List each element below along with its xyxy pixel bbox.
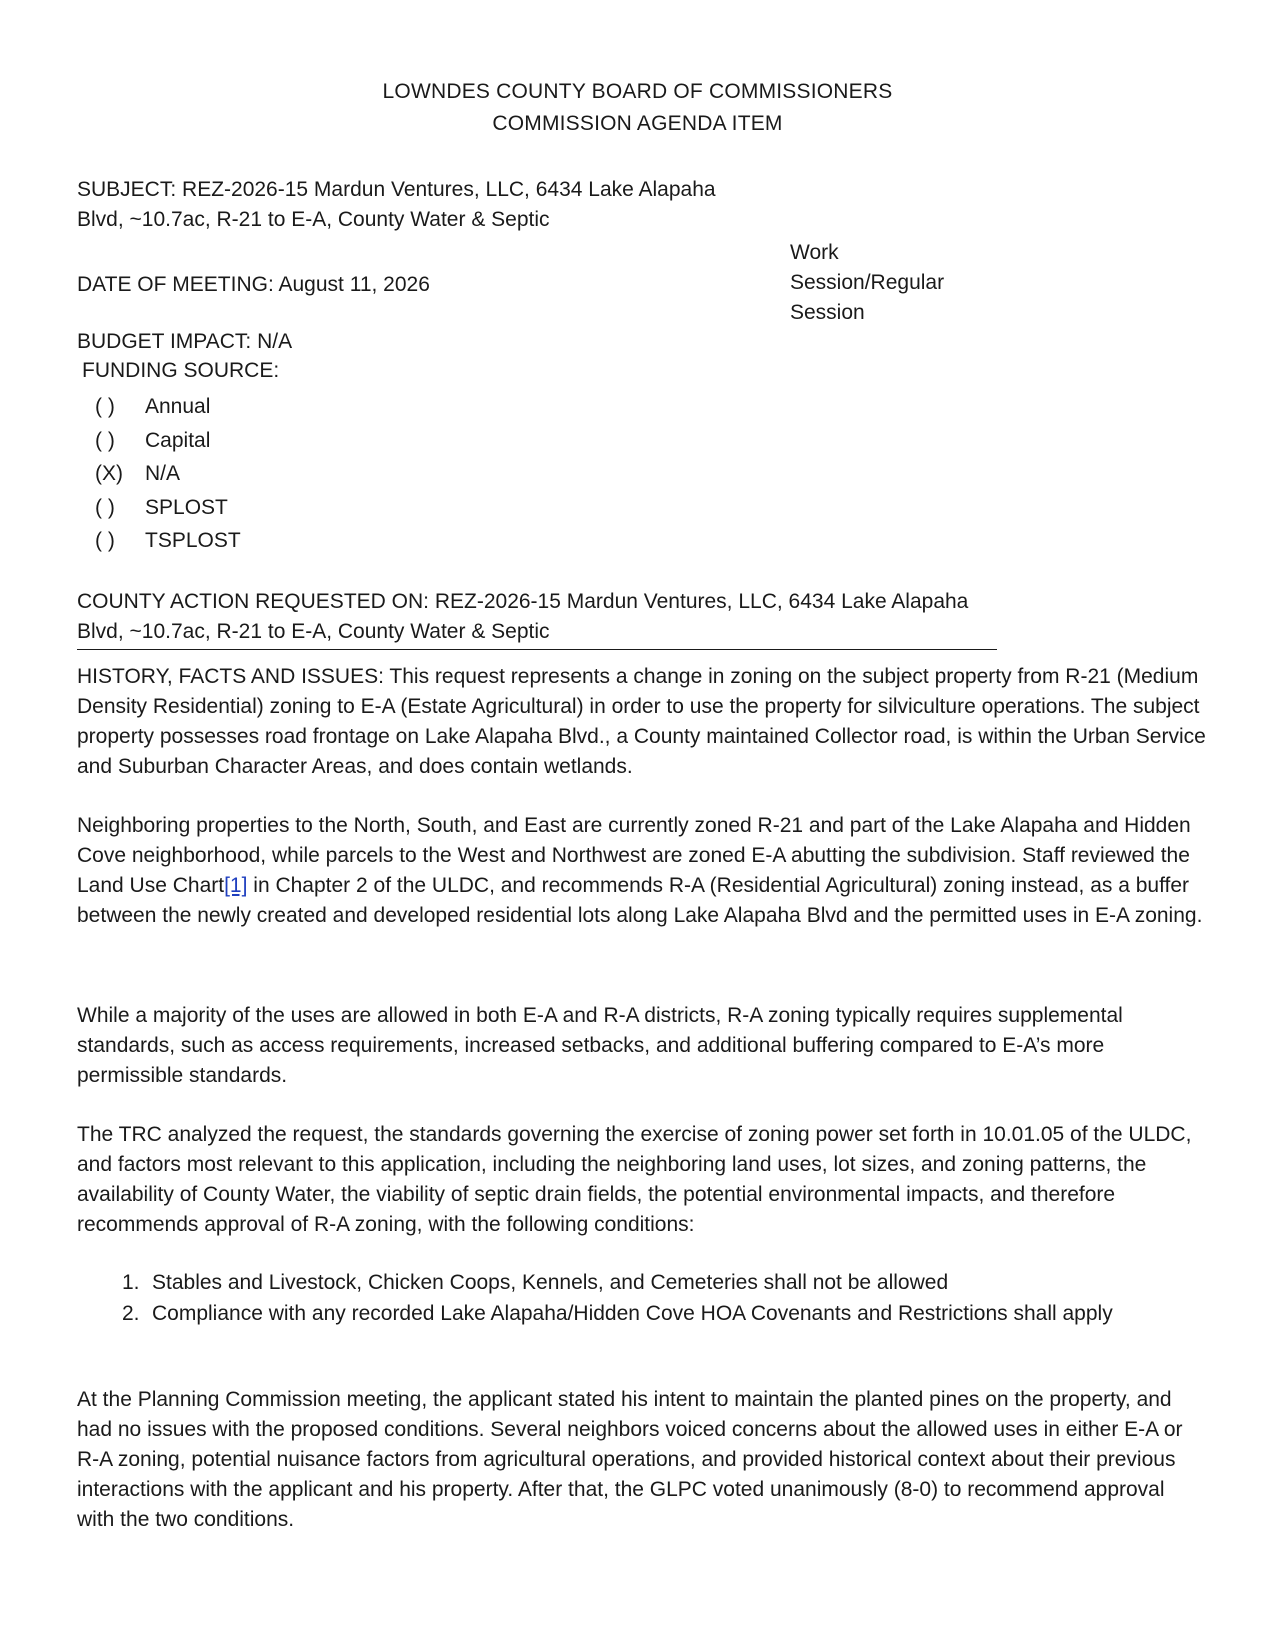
history-paragraph-4: The TRC analyzed the request, the standards governing the exercise of zoning power set forth in 10.01.05 of the ULDC, and factors most relevant to this application, including the neighboring land uses, lot sizes, and zoning patterns, the availability of County Water, the viability of septic drain fields, the potential environmental impacts, and therefore recommends approval of R-A zoning, with the following conditions:	[77, 1123, 1192, 1236]
session-type	[790, 238, 970, 328]
funding-option-mark: ( )	[95, 395, 115, 418]
meeting-date-label: DATE OF MEETING:	[77, 273, 274, 296]
budget-impact	[77, 327, 292, 357]
action-line1: REZ-2026-15 Mardun Ventures, LLC, 6434 Lake Alapaha	[434, 590, 969, 613]
header-subtitle: COMMISSION AGENDA ITEM	[492, 112, 783, 135]
document-header	[0, 76, 1275, 140]
history-text-2b: in Chapter 2 of the ULDC, and recommends R-A (Residential Agricultural) zoning instead, as a buffer between the newly created and developed residential lots along Lake Alapaha Blvd and the permitted uses in E-A zoning.	[77, 874, 1203, 927]
history-paragraph-2	[77, 811, 1207, 931]
budget-impact-label: BUDGET IMPACT:	[77, 330, 252, 353]
condition-text: Stables and Livestock, Chicken Coops, Kennels, and Cemeteries shall not be allowed	[152, 1271, 949, 1294]
session-line-3: Session	[790, 301, 865, 324]
action-label: COUNTY ACTION REQUESTED ON:	[77, 590, 429, 613]
subject-line2: Blvd, ~10.7ac, R-21 to E-A, County Water & Septic	[77, 208, 550, 231]
session-line-2: Session/Regular	[790, 271, 945, 294]
session-line-1: Work	[790, 241, 839, 264]
funding-option-label: Annual	[145, 395, 211, 418]
funding-source-options	[95, 390, 241, 558]
condition-number: 1.	[122, 1271, 140, 1294]
history-paragraph-5: At the Planning Commission meeting, the applicant stated his intent to maintain the planted pines on the property, and had no issues with the proposed conditions. Several neighbors voiced concerns about the allowed uses in either E-A or R-A zoning, potential nuisance factors from agricultural operations, and provided historical context about their previous interactions with the applicant and his property. After that, the GLPC voted unanimously (8-0) to recommend approval with the two conditions.	[77, 1388, 1183, 1531]
county-action-requested	[77, 587, 997, 650]
history-text-2a: Neighboring properties to the North, South, and East are currently zoned R-21 and part of the Lake Alapaha and Hidden Cove neighborhood, while parcels to the West and Northwest are zoned E-A abutting the subdivision. Staff reviewed the Land Use Chart	[77, 814, 1191, 897]
funding-option-mark: ( )	[95, 428, 115, 452]
header-title: LOWNDES COUNTY BOARD OF COMMISSIONERS	[382, 80, 893, 103]
footnote-link[interactable]: [1]	[224, 874, 248, 897]
meeting-date-block	[77, 270, 430, 300]
condition-number: 2.	[122, 1302, 140, 1325]
budget-impact-value: N/A	[257, 330, 293, 353]
funding-option-mark: ( )	[95, 495, 115, 519]
funding-option-label: TSPLOST	[145, 529, 241, 552]
history-label: HISTORY, FACTS AND ISSUES:	[77, 665, 384, 688]
condition-item	[122, 1267, 1113, 1298]
funding-option-capital	[95, 424, 241, 458]
history-text-1: This request represents a change in zoning on the subject property from R-21 (Medium Density Residential) zoning to E-A (Estate Agricultural) in order to use the property for silviculture operations. The subject property possesses road frontage on Lake Alapaha Blvd., a County maintained Collector road, is within the Urban Service and Suburban Character Areas, and does contain wetlands.	[77, 665, 1206, 778]
funding-option-label: Capital	[145, 428, 211, 452]
condition-item	[122, 1298, 1113, 1329]
funding-option-label: SPLOST	[145, 495, 228, 519]
subject-label: SUBJECT:	[77, 178, 177, 201]
history-paragraph-1	[77, 662, 1207, 782]
action-line2: Blvd, ~10.7ac, R-21 to E-A, County Water & Septic	[77, 620, 550, 643]
funding-option-na	[95, 457, 241, 491]
conditions-list	[122, 1267, 1113, 1329]
funding-option-tsplost	[95, 524, 241, 558]
funding-option-mark: (X)	[95, 462, 123, 485]
meeting-date-value: August 11, 2026	[278, 273, 430, 296]
funding-option-annual	[95, 390, 241, 424]
history-paragraph-3: While a majority of the uses are allowed in both E-A and R-A districts, R-A zoning typically requires supplemental standards, such as access requirements, increased setbacks, and additional buffering compared to E-A’s more permissible standards.	[77, 1004, 1123, 1087]
subject-line1: REZ-2026-15 Mardun Ventures, LLC, 6434 Lake Alapaha	[182, 178, 716, 201]
condition-text: Compliance with any recorded Lake Alapaha/Hidden Cove HOA Covenants and Restrictions shall apply	[152, 1302, 1113, 1325]
funding-source-label: FUNDING SOURCE:	[82, 359, 280, 382]
funding-option-label: N/A	[145, 462, 181, 485]
funding-option-mark: ( )	[95, 529, 115, 552]
funding-option-splost	[95, 491, 241, 525]
subject-block	[77, 175, 757, 235]
